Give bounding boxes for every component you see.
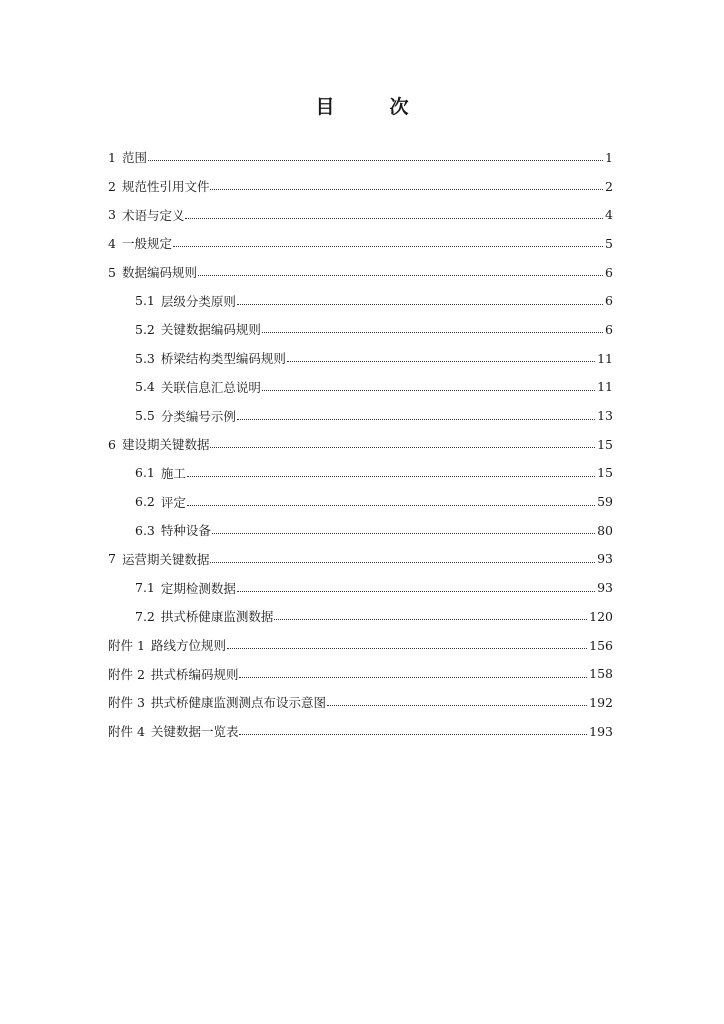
toc-page-number: 13 <box>597 408 613 424</box>
toc-entry-title: 规范性引用文件 <box>121 179 210 195</box>
toc-entry-title: 运营期关键数据 <box>121 551 210 567</box>
toc-entry-title: 拱式桥健康监测测点布设示意图 <box>150 695 326 711</box>
toc-subentry[interactable] <box>108 573 613 602</box>
toc-page-number: 6 <box>605 321 613 337</box>
toc-entry-title: 一般规定 <box>121 236 172 252</box>
toc-page-number: 6 <box>605 293 613 309</box>
dot-leader <box>262 331 603 333</box>
toc-entry-title: 范围 <box>121 150 147 166</box>
dot-leader <box>327 704 587 706</box>
toc-entry-number: 5.3 <box>135 350 155 366</box>
toc-page-number: 156 <box>589 637 613 653</box>
toc-subentry[interactable] <box>108 459 613 488</box>
dot-leader <box>262 389 595 391</box>
dot-leader <box>198 274 603 276</box>
dot-leader <box>239 733 587 735</box>
toc-entry-title: 数据编码规则 <box>121 265 197 281</box>
toc-page-number: 193 <box>589 723 613 739</box>
toc-subentry[interactable] <box>108 373 613 402</box>
toc-entry[interactable] <box>108 688 613 717</box>
toc-page-number: 6 <box>605 264 613 280</box>
toc-entry-number: 1 <box>108 149 116 165</box>
toc-entry-number: 7.1 <box>135 580 155 596</box>
toc-page-number: 11 <box>597 350 613 366</box>
toc-list <box>108 143 613 745</box>
toc-entry[interactable] <box>108 200 613 229</box>
toc-entry-number: 附件 2 <box>108 666 145 682</box>
toc-entry-title: 建设期关键数据 <box>121 437 210 453</box>
toc-entry-title: 拱式桥健康监测数据 <box>160 609 274 625</box>
toc-entry-title: 术语与定义 <box>121 207 185 223</box>
toc-subentry[interactable] <box>108 315 613 344</box>
toc-entry-title: 桥梁结构类型编码规则 <box>160 351 286 367</box>
dot-leader <box>239 676 587 678</box>
toc-entry-title: 关联信息汇总说明 <box>160 379 261 395</box>
dot-leader <box>237 590 595 592</box>
dot-leader <box>187 504 595 506</box>
toc-entry[interactable] <box>108 143 613 172</box>
toc-entry-number: 7 <box>108 551 116 567</box>
toc-entry-title: 关键数据一览表 <box>150 724 239 740</box>
toc-page-number: 192 <box>589 694 613 710</box>
dot-leader <box>274 618 587 620</box>
toc-entry-title: 特种设备 <box>160 523 211 539</box>
toc-entry-number: 5.2 <box>135 321 155 337</box>
toc-entry[interactable] <box>108 430 613 459</box>
toc-entry-number: 附件 4 <box>108 724 145 740</box>
toc-page-number: 2 <box>605 178 613 194</box>
dot-leader <box>173 245 603 247</box>
dot-leader <box>237 303 603 305</box>
toc-entry-number: 7.2 <box>135 608 155 624</box>
toc-entry-title: 施工 <box>160 465 186 481</box>
toc-page-number: 5 <box>605 235 613 251</box>
dot-leader <box>148 159 603 161</box>
toc-entry-number: 5.4 <box>135 379 155 395</box>
toc-page-number: 120 <box>589 608 613 624</box>
dot-leader <box>187 475 595 477</box>
toc-entry-title: 评定 <box>160 494 186 510</box>
toc-page-number: 4 <box>605 207 613 223</box>
toc-entry-number: 附件 1 <box>108 638 145 654</box>
toc-page-number: 59 <box>597 494 613 510</box>
toc-entry-number: 5.1 <box>135 293 155 309</box>
toc-entry-number: 5 <box>108 264 116 280</box>
toc-page-number: 158 <box>589 666 613 682</box>
toc-entry[interactable] <box>108 258 613 287</box>
toc-entry[interactable] <box>108 659 613 688</box>
toc-entry-title: 关键数据编码规则 <box>160 322 261 338</box>
toc-entry-title: 层级分类原则 <box>160 293 236 309</box>
toc-entry-number: 6 <box>108 436 116 452</box>
toc-subentry[interactable] <box>108 401 613 430</box>
dot-leader <box>212 532 595 534</box>
toc-entry-title: 路线方位规则 <box>150 638 226 654</box>
toc-entry-number: 5.5 <box>135 408 155 424</box>
toc-entry[interactable] <box>108 631 613 660</box>
toc-page-number: 15 <box>597 436 613 452</box>
toc-entry-number: 6.2 <box>135 494 155 510</box>
toc-entry-number: 附件 3 <box>108 695 145 711</box>
toc-page-number: 11 <box>597 379 613 395</box>
toc-page-number: 80 <box>597 522 613 538</box>
toc-subentry[interactable] <box>108 602 613 631</box>
dot-leader <box>210 561 595 563</box>
toc-subentry[interactable] <box>108 344 613 373</box>
toc-subentry[interactable] <box>108 286 613 315</box>
toc-title: 目 次 <box>315 96 427 118</box>
dot-leader <box>237 418 595 420</box>
toc-entry[interactable] <box>108 717 613 746</box>
toc-page-number: 1 <box>605 149 613 165</box>
toc-entry-title: 分类编号示例 <box>160 408 236 424</box>
toc-entry[interactable] <box>108 229 613 258</box>
toc-entry[interactable] <box>108 545 613 574</box>
toc-entry-title: 拱式桥编码规则 <box>150 666 239 682</box>
toc-subentry[interactable] <box>108 487 613 516</box>
toc-entry-number: 6.3 <box>135 522 155 538</box>
dot-leader <box>210 446 595 448</box>
toc-entry-number: 6.1 <box>135 465 155 481</box>
toc-page-number: 93 <box>597 580 613 596</box>
toc-entry-number: 4 <box>108 235 116 251</box>
toc-subentry[interactable] <box>108 516 613 545</box>
toc-entry-title: 定期检测数据 <box>160 580 236 596</box>
toc-page-number: 93 <box>597 551 613 567</box>
toc-page-number: 15 <box>597 465 613 481</box>
dot-leader <box>287 360 595 362</box>
dot-leader <box>185 217 603 219</box>
dot-leader <box>227 647 587 649</box>
toc-entry-number: 2 <box>108 178 116 194</box>
toc-entry-number: 3 <box>108 207 116 223</box>
dot-leader <box>210 188 603 190</box>
toc-entry[interactable] <box>108 172 613 201</box>
